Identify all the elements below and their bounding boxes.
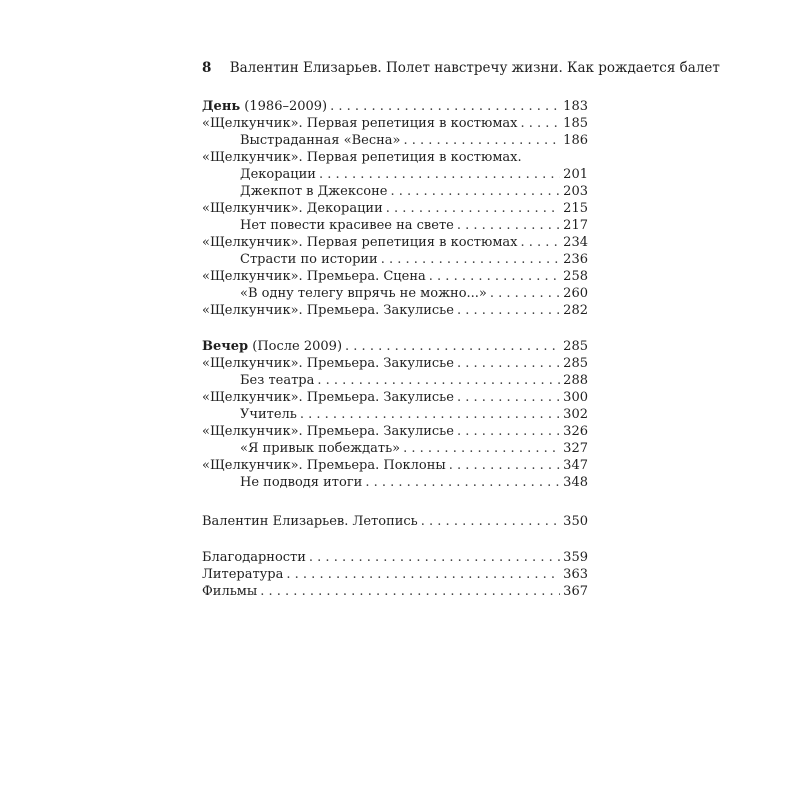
toc-entry-text: Джекпот в Джексоне [240, 184, 388, 199]
toc-page-number: 359 [563, 550, 588, 565]
toc-page-number: 183 [563, 99, 588, 114]
section-name: Вечер [202, 339, 249, 354]
toc-entry [202, 234, 588, 251]
toc-entry-text: «Щелкунчик». Первая репетиция в костюмах [202, 116, 518, 131]
dot-leader [386, 200, 560, 217]
toc-entry-text: Не подводя итоги [240, 475, 363, 490]
toc-entry-title [202, 389, 454, 406]
toc-entry-title [240, 474, 362, 491]
toc-entry-text: Выстраданная «Весна» [240, 133, 401, 148]
toc-page-number: 260 [563, 286, 588, 301]
toc-page-number: 186 [563, 133, 588, 148]
toc-page-number: 234 [563, 235, 588, 250]
toc-page-number: 203 [563, 184, 588, 199]
toc-entry-title [202, 200, 383, 217]
running-title: Валентин Елизарьев. Полет навстречу жизни. Как рождается балет [229, 60, 720, 76]
toc-entry-text: «Щелкунчик». Премьера. Поклоны [202, 458, 446, 473]
dot-leader [317, 372, 560, 389]
dot-leader [260, 583, 560, 600]
toc-entry-text: Без театра [240, 373, 315, 388]
toc-page-number: 185 [563, 116, 588, 131]
toc-entry-text: «Щелкунчик». Декорации [202, 201, 383, 216]
toc-entry [202, 355, 588, 372]
toc-page-number: 302 [563, 407, 588, 422]
toc-entry [202, 423, 588, 440]
toc-page-number: 326 [563, 424, 588, 439]
toc-entry-title [240, 372, 314, 389]
toc-page-number: 327 [563, 441, 588, 456]
toc-entry-text: Валентин Елизарьев. Летопись [202, 514, 418, 529]
dot-leader [490, 285, 560, 302]
toc-entry [202, 200, 588, 217]
toc-entry-text: Нет повести красивее на свете [240, 218, 454, 233]
toc-page-number: 288 [563, 373, 588, 388]
toc-entry [202, 183, 588, 200]
toc-entry [202, 457, 588, 474]
toc-page-number: 285 [563, 356, 588, 371]
toc-entry [202, 149, 588, 166]
toc-entry-text: «Щелкунчик». Премьера. Закулисье [202, 356, 454, 371]
toc-page-number: 285 [563, 339, 588, 354]
toc-page-number: 236 [563, 252, 588, 267]
toc-page-number: 258 [563, 269, 588, 284]
toc-entry-text: «Я привык побеждать» [240, 441, 401, 456]
toc-entry-text: «Щелкунчик». Премьера. Сцена [202, 269, 426, 284]
toc-entry-text: (1986–2009) [240, 99, 328, 114]
toc-entry [202, 566, 588, 583]
toc-entry-text: Литература [202, 567, 284, 582]
toc-page-number: 217 [563, 218, 588, 233]
toc-entry-title [202, 302, 454, 319]
toc-entry-title [240, 183, 387, 200]
page-number: 8 [202, 60, 212, 76]
dot-leader [403, 440, 560, 457]
toc-entry-title [202, 549, 306, 566]
section-name: День [202, 99, 241, 114]
dot-leader [330, 98, 560, 115]
dot-leader [345, 338, 560, 355]
toc-entry [202, 549, 588, 566]
toc-entry-text: Учитель [240, 407, 297, 422]
dot-leader [300, 406, 560, 423]
toc-entry [202, 302, 588, 319]
toc-entry-title [240, 166, 316, 183]
toc-entry [202, 389, 588, 406]
dot-leader [309, 549, 560, 566]
dot-leader [457, 389, 560, 406]
toc-entry-title [202, 566, 283, 583]
toc-entry-text: «В одну телегу впрячь не можно...» [240, 286, 487, 301]
toc-entry-text: «Щелкунчик». Первая репетиция в костюмах [202, 235, 518, 250]
toc-entry [202, 372, 588, 389]
toc-entry-text: Страсти по истории [240, 252, 378, 267]
toc-page-number: 347 [563, 458, 588, 473]
toc-entry-title [202, 355, 454, 372]
toc-entry [202, 166, 588, 183]
toc-entry-title [202, 149, 522, 166]
toc-entry-title [202, 583, 257, 600]
toc-page-number: 363 [563, 567, 588, 582]
dot-leader [449, 457, 560, 474]
toc-entry-title [202, 338, 342, 355]
toc-entry [202, 115, 588, 132]
toc-entry-title [202, 98, 327, 115]
toc-entry-text: (После 2009) [248, 339, 343, 354]
toc-entry-title [202, 457, 446, 474]
toc-entry-title [240, 406, 297, 423]
toc-entry [202, 583, 588, 600]
toc-entry-title [240, 132, 400, 149]
toc-entry-text: Фильмы [202, 584, 258, 599]
toc-entry-text: «Щелкунчик». Премьера. Закулисье [202, 390, 454, 405]
toc-entry [202, 285, 588, 302]
toc-entry-title [202, 268, 426, 285]
dot-leader [381, 251, 560, 268]
toc-entry-text: Благодарности [202, 550, 306, 565]
toc-entry-title [240, 440, 400, 457]
toc-entry-text: «Щелкунчик». Премьера. Закулисье [202, 303, 454, 318]
toc-entry-title [240, 285, 487, 302]
toc-entry-title [202, 423, 454, 440]
toc-entry-title [240, 251, 378, 268]
dot-leader [457, 302, 560, 319]
toc-page-number: 215 [563, 201, 588, 216]
table-of-contents [202, 98, 588, 600]
toc-entry-text: «Щелкунчик». Премьера. Закулисье [202, 424, 454, 439]
toc-entry-title [202, 234, 518, 251]
dot-leader [421, 513, 560, 530]
dot-leader [429, 268, 560, 285]
toc-entry-title [240, 217, 454, 234]
toc-page-number: 348 [563, 475, 588, 490]
running-head [202, 58, 720, 78]
dot-leader [365, 474, 560, 491]
toc-page-number: 282 [563, 303, 588, 318]
dot-leader [286, 566, 560, 583]
toc-entry [202, 474, 588, 491]
toc-page-number: 350 [563, 514, 588, 529]
toc-entry-text: «Щелкунчик». Первая репетиция в костюмах. [202, 150, 522, 165]
dot-leader [457, 423, 560, 440]
toc-entry-title [202, 115, 518, 132]
toc-entry [202, 251, 588, 268]
dot-leader [319, 166, 560, 183]
toc-entry-text: Декорации [240, 167, 316, 182]
dot-leader [390, 183, 560, 200]
toc-page-number: 300 [563, 390, 588, 405]
toc-entry [202, 406, 588, 423]
dot-leader [403, 132, 560, 149]
toc-entry [202, 440, 588, 457]
toc-page-number: 201 [563, 167, 588, 182]
toc-entry [202, 268, 588, 285]
toc-entry [202, 338, 588, 355]
toc-entry [202, 98, 588, 115]
toc-entry [202, 513, 588, 530]
toc-entry [202, 217, 588, 234]
dot-leader [521, 234, 561, 251]
dot-leader [521, 115, 561, 132]
toc-entry-title [202, 513, 418, 530]
dot-leader [457, 355, 560, 372]
toc-page-number: 367 [563, 584, 588, 599]
dot-leader [457, 217, 560, 234]
toc-entry [202, 132, 588, 149]
